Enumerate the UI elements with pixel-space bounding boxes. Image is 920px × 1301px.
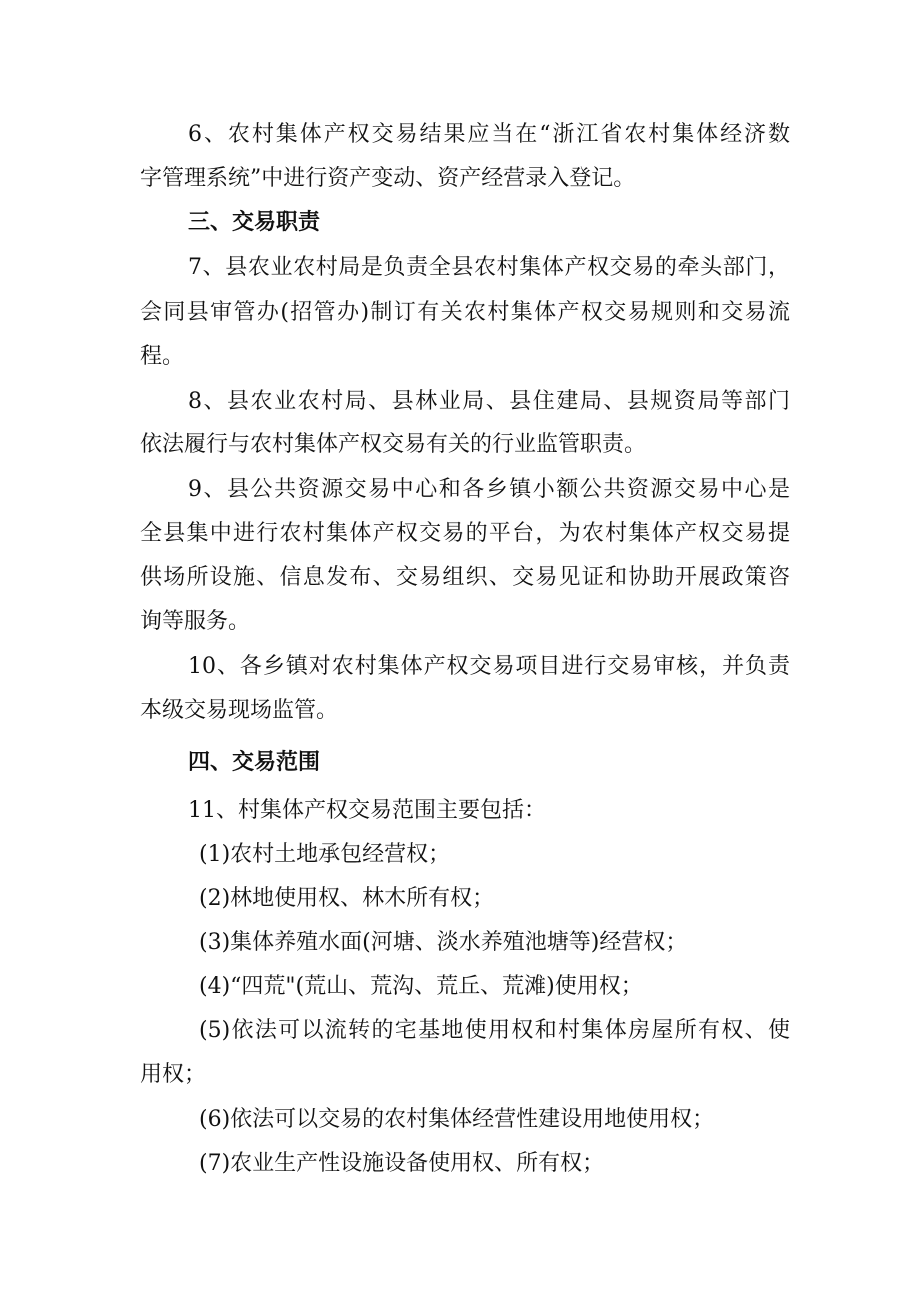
paragraph-9-line-2: 全县集中进行农村集体产权交易的平台，为农村集体产权交易提 [140, 521, 790, 546]
paragraph-8-line-2: 依法履行与农村集体产权交易有关的行业监管职责。 [140, 432, 647, 457]
list-item-5-line-2: 用权； [140, 1062, 207, 1087]
paragraph-10-line-1: 10、各乡镇对农村集体产权交易项目进行交易审核，并负责 [188, 654, 790, 679]
list-item-7: (7)农业生产性设施设备使用权、所有权； [199, 1151, 605, 1176]
paragraph-10-line-2: 本级交易现场监管。 [140, 698, 339, 723]
paragraph-6-line-2: 字管理系统”中进行资产变动、资产经营录入登记。 [140, 166, 636, 191]
paragraph-7-line-3: 程。 [140, 344, 185, 369]
list-item-3: (3)集体养殖水面(河塘、淡水养殖池塘等)经营权； [199, 930, 688, 955]
section-heading-4: 四、交易范围 [188, 750, 321, 775]
list-item-1: (1)农村土地承包经营权； [199, 842, 451, 867]
paragraph-8-line-1: 8、县农业农村局、县林业局、县住建局、县规资局等部门 [188, 389, 790, 414]
list-item-5-line-1: (5)依法可以流转的宅基地使用权和村集体房屋所有权、使 [199, 1018, 790, 1043]
paragraph-9-line-4: 询等服务。 [140, 609, 251, 634]
paragraph-7-line-1: 7、县农业农村局是负责全县农村集体产权交易的牵头部门， [188, 255, 790, 280]
list-item-4: (4)“四荒"(荒山、荒沟、荒丘、荒滩)使用权； [199, 974, 643, 999]
section-heading-3: 三、交易职责 [188, 210, 321, 235]
paragraph-6-line-1: 6、农村集体产权交易结果应当在“浙江省农村集体经济数 [188, 122, 790, 147]
paragraph-9-line-1: 9、县公共资源交易中心和各乡镇小额公共资源交易中心是 [188, 477, 790, 502]
paragraph-7-line-2: 会同县审管办(招管办)制订有关农村集体产权交易规则和交易流 [140, 300, 790, 325]
paragraph-9-line-3: 供场所设施、信息发布、交易组织、交易见证和协助开展政策咨 [140, 565, 790, 590]
list-item-6: (6)依法可以交易的农村集体经营性建设用地使用权； [199, 1107, 715, 1132]
paragraph-11: 11、村集体产权交易范围主要包括： [188, 798, 546, 823]
list-item-2: (2)林地使用权、林木所有权； [199, 886, 495, 911]
